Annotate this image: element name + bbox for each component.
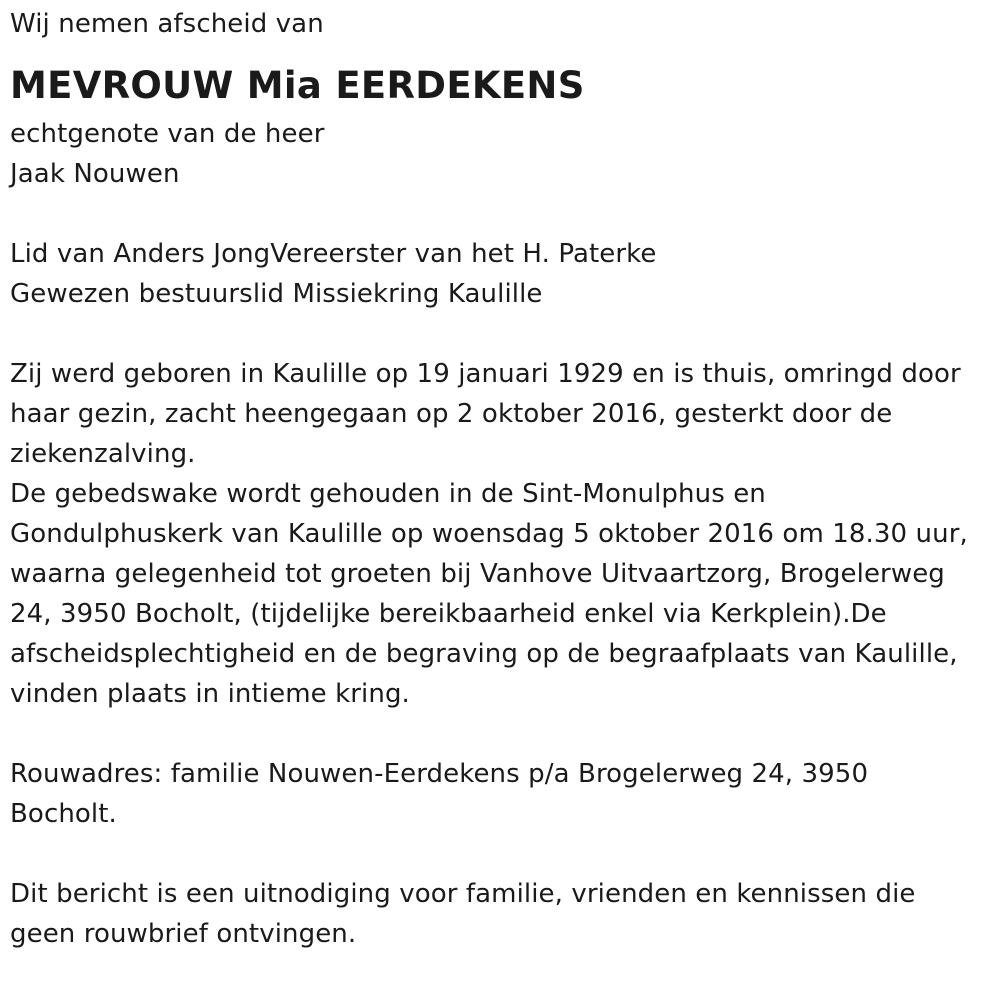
spacer: [10, 834, 985, 874]
spacer: [10, 194, 985, 234]
spouse-name: Jaak Nouwen: [10, 159, 180, 189]
closing-line: geen rouwbrief ontvingen.: [10, 919, 357, 949]
intro-text: Wij nemen afscheid van: [10, 9, 324, 39]
address-line: Rouwadres: familie Nouwen-Eerdekens p/a Brogelerweg 24, 3950: [10, 759, 869, 789]
mourning-address: [10, 754, 985, 834]
details-line: 24, 3950 Bocholt, (tijdelijke bereikbaarheid enkel via Kerkplein).De: [10, 599, 887, 629]
death-notice: [10, 4, 985, 954]
details-line: Gondulphuskerk van Kaulille op woensdag 5 oktober 2016 om 18.30 uur,: [10, 519, 968, 549]
details-line: afscheidsplechtigheid en de begraving op de begraafplaats van Kaulille,: [10, 639, 958, 669]
closing-line: Dit bericht is een uitnodiging voor familie, vrienden en kennissen die: [10, 879, 916, 909]
spouse-relation: echtgenote van de heer: [10, 119, 325, 149]
details-line: ziekenzalving.: [10, 439, 196, 469]
spacer: [10, 714, 985, 754]
details-line: vinden plaats in intieme kring.: [10, 679, 410, 709]
membership-line: Gewezen bestuurslid Missiekring Kaulille: [10, 279, 543, 309]
closing-paragraph: [10, 874, 985, 954]
details-line: waarna gelegenheid tot groeten bij Vanhove Uitvaartzorg, Brogelerweg: [10, 559, 945, 589]
details-line: Zij werd geboren in Kaulille op 19 januari 1929 en is thuis, omringd door: [10, 359, 961, 389]
address-line: Bocholt.: [10, 799, 117, 829]
details-line: De gebedswake wordt gehouden in de Sint-Monulphus en: [10, 479, 766, 509]
membership-line: Lid van Anders JongVereerster van het H. Paterke: [10, 239, 657, 269]
details-paragraph: [10, 354, 985, 714]
details-line: haar gezin, zacht heengegaan op 2 oktober 2016, gesterkt door de: [10, 399, 893, 429]
spacer: [10, 314, 985, 354]
deceased-name: MEVROUW Mia EERDEKENS: [10, 64, 585, 107]
